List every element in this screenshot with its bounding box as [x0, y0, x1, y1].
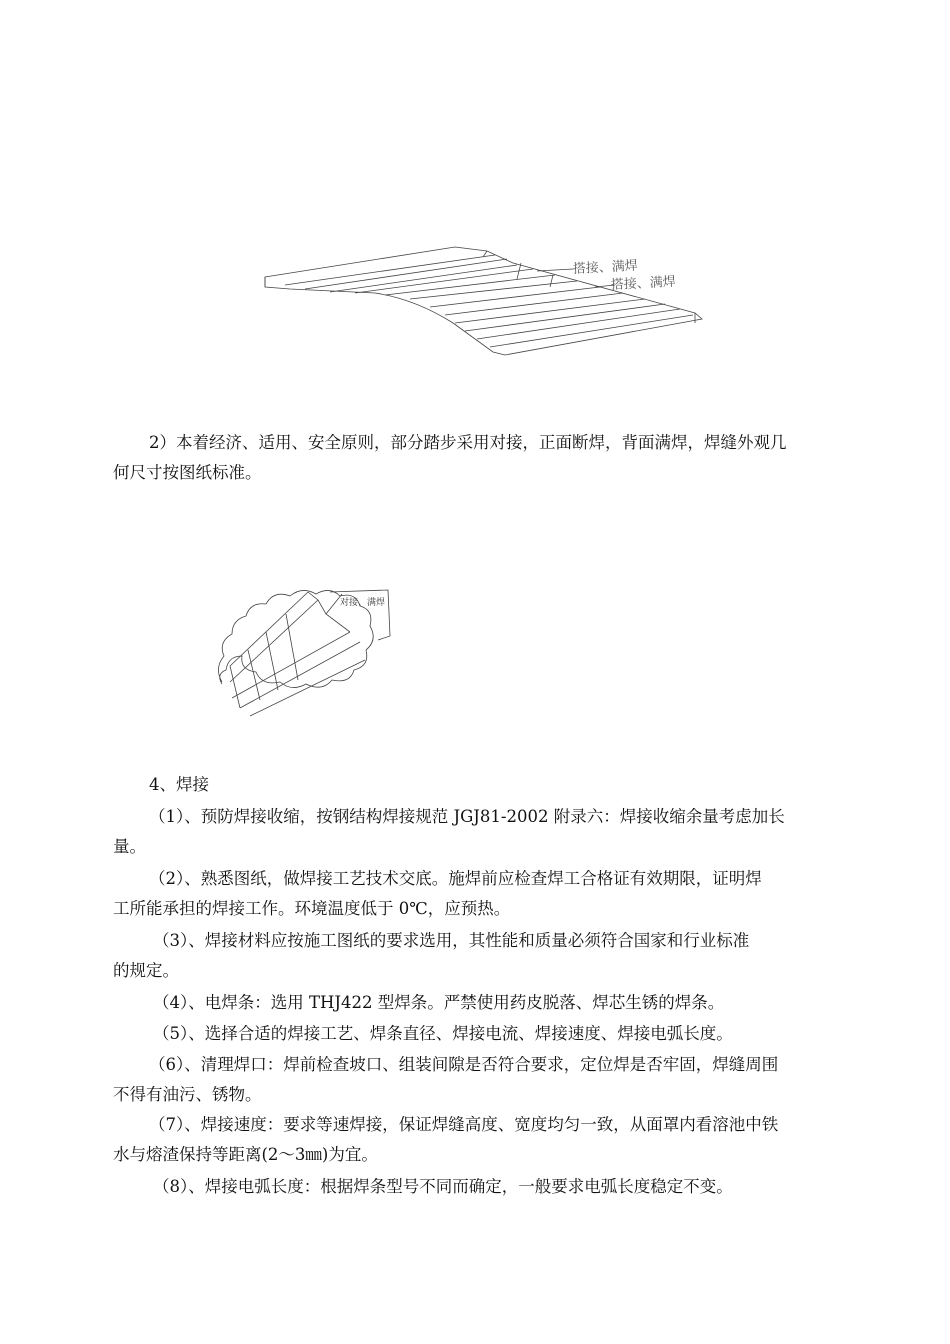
- item-1-line2: 量。: [113, 837, 146, 856]
- item-8: [113, 1172, 840, 1202]
- weld-label-b: 搭接、满焊: [610, 274, 677, 293]
- item-3-line1: （3）、焊接材料应按施工图纸的要求选用，其性能和质量必须符合国家和行业标准: [153, 931, 750, 950]
- paragraph-2-line2: 何尺寸按图纸标准。: [113, 463, 262, 482]
- item-6-line1: （6）、清理焊口：焊前检查坡口、组装间隙是否符合要求，定位焊是否牢固，焊缝周围: [149, 1055, 779, 1074]
- item-5: [113, 1019, 840, 1049]
- item-7-line1: （7）、焊接速度：要求等速焊接，保证焊缝高度、宽度均匀一致，从面罩内看溶池中铁: [149, 1115, 779, 1134]
- item-8-line1: （8）、焊接电弧长度：根据焊条型号不同而确定，一般要求电弧长度稳定不变。: [153, 1177, 733, 1196]
- item-3-line2: 的规定。: [113, 961, 179, 980]
- butt-weld-label: 对接、满焊: [340, 598, 386, 608]
- item-3: [113, 926, 840, 986]
- item-2-line2: 工所能承担的焊接工作。环境温度低于 0℃，应预热。: [113, 899, 511, 918]
- item-6-line2: 不得有油污、锈物。: [113, 1085, 262, 1104]
- paragraph-2: [113, 428, 840, 488]
- weld-label-a: 搭接、满焊: [572, 258, 639, 277]
- item-7-line2: 水与熔渣保持等距离(2～3㎜)为宜。: [113, 1145, 378, 1164]
- section-heading: 4、焊接: [149, 775, 209, 794]
- item-2-line1: （2）、熟悉图纸，做焊接工艺技术交底。施焊前应检查焊工合格证有效期限，证明焊: [149, 869, 762, 888]
- item-1-line1: （1）、预防焊接收缩，按钢结构焊接规范 JGJ81-2002 附录六：焊接收缩余量考虑加长: [149, 807, 785, 826]
- butt-weld-diagram: [210, 570, 400, 720]
- item-5-line1: （5）、选择合适的焊接工艺、焊条直径、焊接电流、焊接速度、焊接电弧长度。: [153, 1024, 733, 1043]
- item-4: [113, 988, 840, 1018]
- lap-weld-diagram: [255, 235, 775, 360]
- item-6: [113, 1050, 840, 1110]
- item-7: [113, 1110, 840, 1170]
- paragraph-2-line1: 2）本着经济、适用、安全原则，部分踏步采用对接，正面断焊，背面满焊，焊缝外观几: [149, 433, 787, 452]
- item-1: [113, 802, 840, 862]
- item-4-line1: （4）、电焊条：选用 THJ422 型焊条。严禁使用药皮脱落、焊芯生锈的焊条。: [153, 993, 725, 1012]
- item-2: [113, 864, 840, 924]
